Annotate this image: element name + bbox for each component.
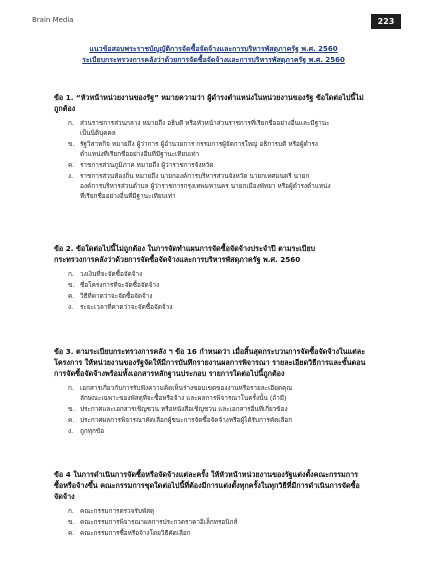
answer-option[interactable]: ค. ประกาศผลการพิจารณาคัดเลือกผู้ชนะการจัดซื้อจัดจ้างหรือผู้ได้รับการคัดเลือก bbox=[68, 416, 293, 424]
title-line: ระเบียบกระทรวงการคลังว่าด้วยการจัดซื้อจัดจ้างและการบริหารพัสดุภาครัฐ พ.ศ. 2560 bbox=[82, 56, 345, 64]
brand-name: Brain Media bbox=[32, 16, 74, 24]
page-number-badge: 223 bbox=[371, 14, 401, 29]
answer-option[interactable]: ข. ชื่อโครงการที่จะจัดซื้อจัดจ้าง bbox=[68, 281, 160, 289]
document-title bbox=[20, 44, 407, 66]
title-line: แนวข้อสอบพระราชบัญญัติการจัดซื้อจัดจ้างและการบริหารพัสดุภาครัฐ พ.ศ. 2560 bbox=[89, 45, 338, 53]
question-2 bbox=[54, 243, 401, 313]
answer-option[interactable]: ข. ประกาศและเอกสารเชิญชวน หรือหนังสือเชิญชวน และเอกสารอื่นที่เกี่ยวข้อง bbox=[68, 405, 288, 413]
answer-option[interactable]: ง. ราชการส่วนท้องถิ่น หมายถึง นายกองค์การบริหารส่วนจังหวัด นายกเทศมนตรี นายก องค์การบริหารส่วนตำบล ผู้ว่าราชการกรุงเทพมหานคร นายกเมืองพัทยา หรือผู้ดำรงตำแหน่ง ที่เรียกชื่ออย่างอื่นที่มีฐานะเทียบเท่า bbox=[68, 172, 331, 200]
answer-option[interactable]: ง. ระยะเวลาที่คาดว่าจะจัดซื้อจัดจ้าง bbox=[68, 303, 173, 311]
answer-options bbox=[54, 383, 401, 436]
answer-option[interactable]: ก. เอกสารเกี่ยวกับการรับฟังความคิดเห็นร่างขอบเขตของงานหรือรายละเอียดคุณ ลักษณะเฉพาะของพัสดุที่จะซื้อหรือจ้าง และผลการพิจารณาในครั้งนั้น (ถ้ามี) bbox=[68, 384, 293, 402]
question-text: ข้อ 4 ในการดำเนินการจัดซื้อหรือจัดจ้างแต่ละครั้ง ให้หัวหน้าหน่วยงานของรัฐแต่งตั้งคณะกรรมการ ซื้อหรือจ้างขึ้น คณะกรรมการชุดใดต่อไปนี้ที่ต้องมีการแต่งตั้งทุกครั้งในทุกวิธีที่มีการดำเนินการจัดซื้อ จัดจ้าง bbox=[54, 470, 360, 501]
question-4 bbox=[54, 469, 401, 539]
question-3 bbox=[54, 346, 401, 437]
answer-option[interactable]: ข. คณะกรรมการพิจารณาผลการประกวดราคาอิเล็กทรอนิกส์ bbox=[68, 518, 238, 526]
answer-option[interactable]: ข. รัฐวิสาหกิจ หมายถึง ผู้ว่าการ ผู้อำนวยการ กรรมการผู้จัดการใหญ่ อธิการบดี หรือผู้ดำรง ตำแหน่งที่เรียกชื่ออย่างอื่นที่มีฐานะเทียบเท่า bbox=[68, 140, 318, 158]
answer-option[interactable]: ก. วงเงินที่จะจัดซื้อจัดจ้าง bbox=[68, 270, 143, 278]
answer-option[interactable]: ค. ราชการส่วนภูมิภาค หมายถึง ผู้ว่าราชการจังหวัด bbox=[68, 161, 214, 169]
answer-option[interactable]: ก. ส่วนราชการส่วนกลาง หมายถึง อธิบดี หรือหัวหน้าส่วนราชการที่เรียกชื่ออย่างอื่นและมีฐานะ เป็นนิติบุคคล bbox=[68, 119, 330, 137]
answer-option[interactable]: ก. คณะกรรมการตรวจรับพัสดุ bbox=[68, 507, 155, 515]
question-text: ข้อ 1. “หัวหน้าหน่วยงานของรัฐ” หมายความว่า ผู้ดำรงตำแหน่งในหน่วยงานของรัฐ ข้อใดต่อไปนี้ไม่ ถูกต้อง bbox=[54, 93, 364, 113]
page-header bbox=[32, 14, 401, 30]
question-text: ข้อ 2. ข้อใดต่อไปนี้ไม่ถูกต้อง ในการจัดทำแผนการจัดซื้อจัดจ้างประจำปี ตามระเบียบ กระทรวงการคลังว่าด้วยการจัดซื้อจัดจ้างและการบริหารพัสดุภาครัฐ พ.ศ. 2560 bbox=[54, 244, 316, 264]
question-1 bbox=[54, 92, 401, 202]
answer-options bbox=[54, 118, 401, 201]
answer-option[interactable]: ค. วิธีที่คาดว่าจะจัดซื้อจัดจ้าง bbox=[68, 292, 153, 300]
answer-option[interactable]: ง. ถูกทุกข้อ bbox=[68, 427, 105, 435]
answer-option[interactable]: ค. คณะกรรมการซื้อหรือจ้างโดยวิธีคัดเลือก bbox=[68, 529, 191, 537]
answer-options bbox=[54, 506, 401, 538]
answer-options bbox=[54, 269, 401, 312]
question-text: ข้อ 3. ตามระเบียบกระทรวงการคลัง ฯ ข้อ 16 กำหนดว่า เมื่อสิ้นสุดกระบวนการจัดซื้อจัดจ้างในแต่ละ โครงการ ให้หน่วยงานของรัฐจัดให้มีการบันทึกรายงานผลการพิจารณา รายละเอียดวิธีการและขั้นตอน การจัดซื้อจัดจ้างพร้อมทั้งเอกสารหลักฐานประกอบ รายการใดต่อไปนี้ถูกต้อง bbox=[54, 347, 366, 378]
